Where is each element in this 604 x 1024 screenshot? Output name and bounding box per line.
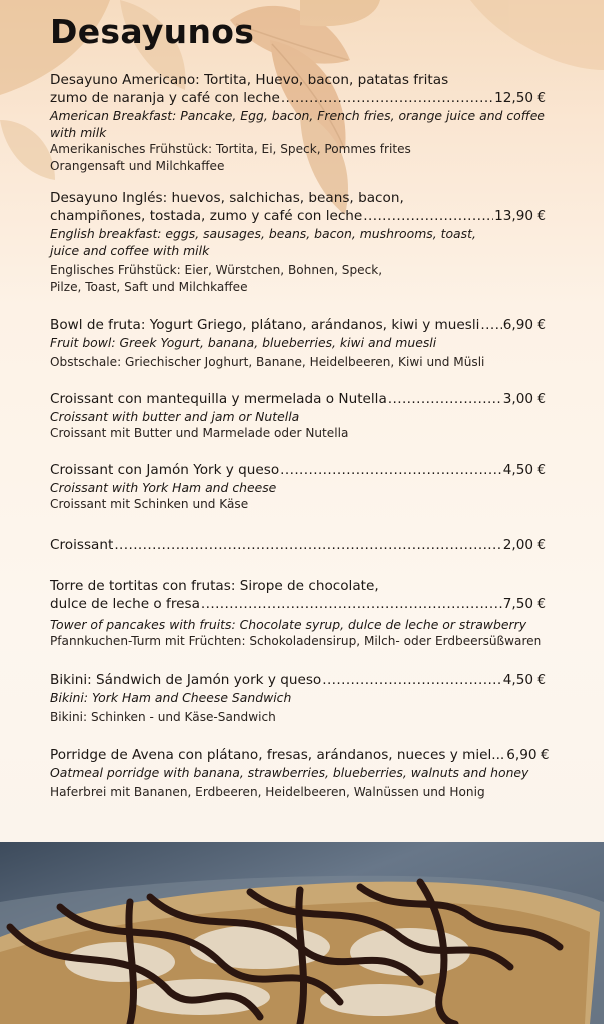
item-description-en: English breakfast: eggs, sausages, beans, bacon, mushrooms, toast, (50, 226, 476, 241)
item-name-price-row (50, 671, 546, 689)
dot-leader (201, 595, 502, 613)
item-price: 12,50 € (494, 90, 546, 106)
item-description-en: Croissant with butter and jam or Nutella (50, 409, 300, 424)
dot-leader (114, 536, 501, 554)
item-name-price-row (50, 595, 546, 613)
dot-leader (280, 461, 502, 479)
item-description-de: Haferbrei mit Bananen, Erdbeeren, Heidelbeeren, Walnüssen und Honig (50, 785, 485, 799)
item-name-es: Porridge de Avena con plátano, fresas, arándanos, nueces y miel... (50, 747, 505, 763)
item-description-de: Pfannkuchen-Turm mit Früchten: Schokoladensirup, Milch- oder Erdbeersüßwaren (50, 634, 542, 648)
item-description-en: Oatmeal porridge with banana, strawberries, blueberries, walnuts and honey (50, 765, 529, 780)
menu-item-english-breakfast (50, 189, 546, 296)
item-name-price-row (50, 89, 546, 107)
item-name-es: Croissant con mantequilla y mermelada o Nutella (50, 391, 387, 407)
item-name-es: dulce de leche o fresa (50, 596, 200, 612)
menu-item-croissant (50, 536, 546, 554)
dot-leader (281, 89, 493, 107)
item-description-de: Orangensaft und Milchkaffee (50, 159, 225, 173)
item-price: 4,50 € (502, 462, 546, 478)
item-description-de: Amerikanisches Frühstück: Tortita, Ei, Speck, Pommes frites (50, 142, 411, 156)
crepe-illustration (0, 842, 604, 1024)
dot-leader (388, 390, 502, 408)
dot-leader (480, 316, 501, 334)
item-name-es: Desayuno Inglés: huevos, salchichas, beans, bacon, (50, 190, 404, 206)
item-description-de: Croissant mit Butter und Marmelade oder Nutella (50, 426, 349, 440)
item-price: 6,90 € (506, 747, 550, 763)
item-description-en: with milk (50, 125, 107, 140)
item-name-price-row (50, 536, 546, 554)
item-price: 13,90 € (494, 208, 546, 224)
item-name-es: Desayuno Americano: Tortita, Huevo, bacon, patatas fritas (50, 72, 449, 88)
item-name-es: Bikini: Sándwich de Jamón york y queso (50, 672, 322, 688)
item-description-en: Fruit bowl: Greek Yogurt, banana, blueberries, kiwi and muesli (50, 335, 437, 350)
item-description-de: Bikini: Schinken - und Käse-Sandwich (50, 710, 276, 724)
menu-item-croissant-ham-cheese (50, 461, 546, 513)
item-description-en: American Breakfast: Pancake, Egg, bacon, French fries, orange juice and coffee (50, 108, 545, 123)
menu-item-fruit-bowl (50, 316, 546, 371)
item-price: 3,00 € (502, 391, 546, 407)
item-description-en: Croissant with York Ham and cheese (50, 480, 277, 495)
section-title: Desayunos (50, 12, 255, 51)
item-description-de: Pilze, Toast, Saft und Milchkaffee (50, 280, 248, 294)
item-description-en: Tower of pancakes with fruits: Chocolate syrup, dulce de leche or strawberry (50, 617, 527, 632)
dot-leader (363, 207, 493, 225)
item-description-en: juice and coffee with milk (50, 243, 210, 258)
menu-item-bikini-sandwich (50, 671, 546, 726)
item-name-es: champiñones, tostada, zumo y café con leche (50, 208, 363, 224)
item-name-price-row (50, 390, 546, 408)
item-price: 4,50 € (502, 672, 546, 688)
item-name-es: Croissant con Jamón York y queso (50, 462, 280, 478)
item-name-price-row (50, 207, 546, 225)
item-name-es: Bowl de fruta: Yogurt Griego, plátano, arándanos, kiwi y muesli (50, 317, 480, 333)
menu-item-pancake-tower (50, 577, 546, 650)
item-description-de: Englisches Frühstück: Eier, Würstchen, Bohnen, Speck, (50, 263, 383, 277)
item-name-es: Torre de tortitas con frutas: Sirope de chocolate, (50, 578, 379, 594)
item-name-price-row (50, 461, 546, 479)
item-name-es: zumo de naranja y café con leche (50, 90, 280, 106)
item-price: 2,00 € (502, 537, 546, 553)
item-name-price-row (50, 746, 550, 764)
menu-item-croissant-butter-jam (50, 390, 546, 442)
item-price: 7,50 € (502, 596, 546, 612)
dot-leader (322, 671, 502, 689)
item-description-de: Croissant mit Schinken und Käse (50, 497, 249, 511)
menu-item-porridge (50, 746, 550, 801)
menu-item-american-breakfast (50, 71, 546, 175)
crepe-photo (0, 842, 604, 1024)
item-name-price-row (50, 316, 546, 334)
item-name-es: Croissant (50, 537, 114, 553)
item-description-en: Bikini: York Ham and Cheese Sandwich (50, 690, 292, 705)
item-description-de: Obstschale: Griechischer Joghurt, Banane, Heidelbeeren, Kiwi und Müsli (50, 355, 485, 369)
item-price: 6,90 € (502, 317, 546, 333)
